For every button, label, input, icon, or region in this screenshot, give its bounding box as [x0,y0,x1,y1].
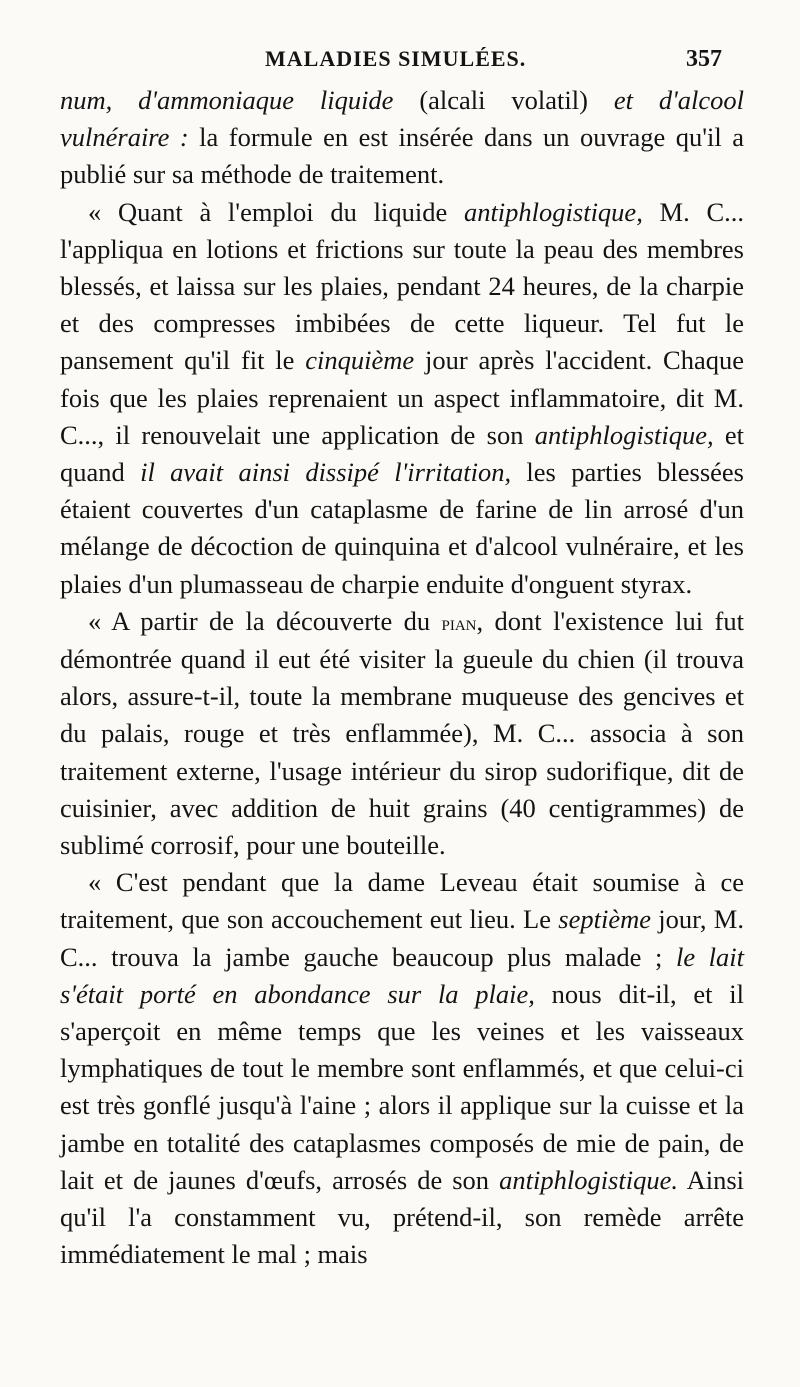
text-run: et quand [60,419,745,488]
text-run: (alcali volatil) [393,85,614,115]
text-run: les parties blessées étaient couvertes d'un cataplasme de farine de lin arrosé d'un mélange de décoction de quinquina et d'alcool vulnéraire, et les plaies d'un plumasseau de charpie enduite d'onguent styrax. [60,457,744,599]
text-run: nous dit-il, et il s'aperçoit en même temps que les veines et les vaisseaux lymphatiques de tout le membre sont enflammés, et que celui-ci est très gonflé jusqu'à l'aine ; alors il applique sur la cuisse et la jambe en totalité des cataplasmes composés de mie de pain, de lait et de jaunes d'œufs, arrosés de son [60,978,744,1195]
text-run: jour, M. C... trouva la jambe gauche beaucoup plus malade ; [60,904,744,972]
text-run: « C'est pendant que la dame Leveau était soumise à ce traitement, que son accouchement eut lieu. Le [60,867,744,935]
running-title: MALADIES SIMULÉES. [265,46,527,71]
page-header [0,40,800,80]
paragraph [60,864,744,1273]
text-run: , dont l'existence lui fut démontrée quand il eut été visiter la gueule du chien (il trouva alors, assure-t-il, toute la membrane muqueuse des gencives et du palais, rouge et très enflammée), M. C... associa à son traitement externe, l'usage intérieur du sirop sudorifique, dit de cuisinier, avec addition de huit grains (40 centigrammes) de sublimé corrosif, pour une bouteille. [60,605,744,861]
paragraph-continuation [60,82,744,194]
text-run: septième [558,904,651,935]
text-run: antiphlogistique, [463,196,643,227]
text-run: antiphlogistique. [499,1164,678,1195]
text-run-small-caps: pian [441,609,477,635]
text-run: la formule en est insérée dans un ouvrage qu'il a publié sur sa méthode de traitement. [60,122,745,190]
text-run: et d'alcool vulnéraire : [60,85,745,153]
text-run: jour après l'accident. Chaque fois que les plaies reprenaient un aspect inflammatoire, dit M. C..., il renouvelait une application de son [60,345,744,450]
text-run: « Quant à l'emploi du liquide [88,196,464,227]
body-text [60,82,744,1274]
paragraph [60,603,744,864]
text-run: le lait s'était porté en abondance sur la plaie, [60,941,744,1009]
text-run: antiphlogistique, [534,419,714,450]
text-run: num, d'ammoniaque liquide [60,85,394,115]
text-run: M. C... l'appliqua en lotions et frictions sur toute la peau des membres blessés, et laissa sur les plaies, pendant 24 heures, de la charpie et des compresses imbibées de cette liqueur. Tel fut le pansement qu'il fit le [60,196,744,376]
paragraph [60,194,744,603]
text-run: « A partir de la découverte du [88,605,442,636]
text-run: cinquième [305,345,415,376]
page-number: 357 [686,46,722,72]
text-run: Ainsi qu'il l'a constamment vu, prétend-il, son remède arrête immédiatement le mal ; mais [60,1164,744,1270]
text-run: il avait ainsi dissipé l'irritation, [140,457,512,488]
